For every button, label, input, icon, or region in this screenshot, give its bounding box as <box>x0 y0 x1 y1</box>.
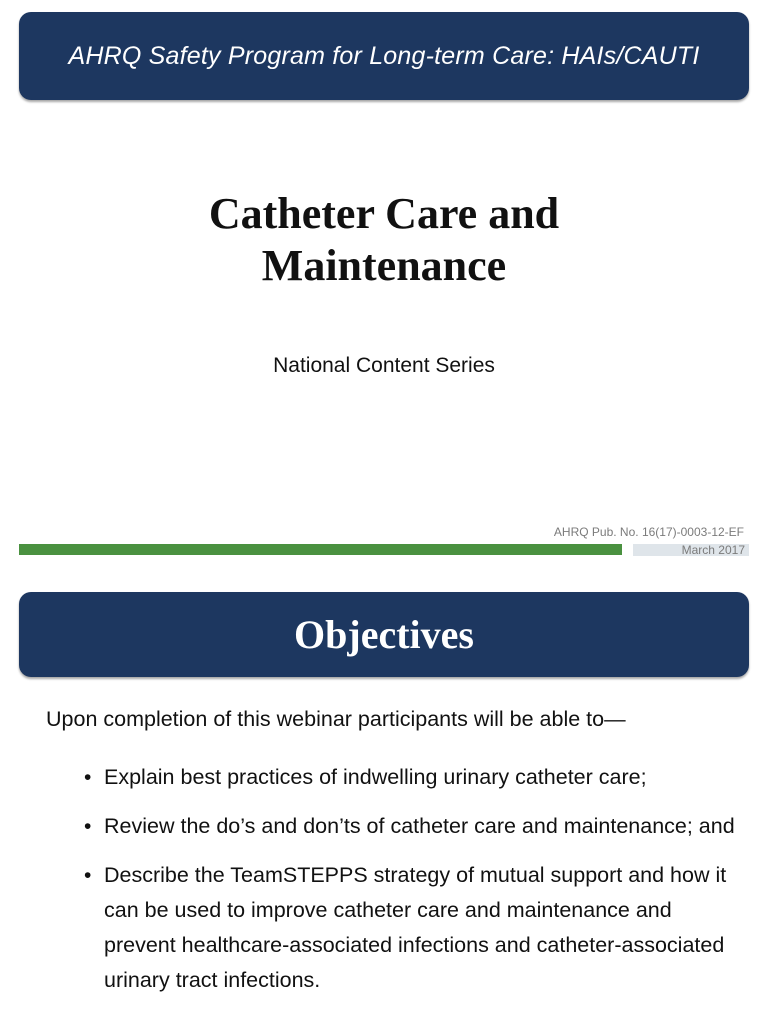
objectives-heading: Objectives <box>294 612 474 657</box>
objectives-list <box>78 760 738 1012</box>
bullet-icon: • <box>84 766 92 789</box>
slide-title <box>0 188 768 292</box>
header-banner <box>19 12 749 100</box>
objective-item: • Review the do’s and don’ts of catheter care and maintenance; and <box>78 809 738 844</box>
green-divider <box>19 544 622 555</box>
header-banner-text: AHRQ Safety Program for Long-term Care: HAIs/CAUTI <box>68 41 700 70</box>
objectives-intro: Upon completion of this webinar participants will be able to— <box>46 707 626 731</box>
slide-subtitle: National Content Series <box>273 354 495 377</box>
objective-item: • Describe the TeamSTEPPS strategy of mutual support and how it can be used to improve catheter care and maintenance and prevent healthcare-associated infections and catheter-associated urinary tract infections. <box>78 858 738 998</box>
slide-title-line2: Maintenance <box>261 241 507 290</box>
objectives-banner <box>19 592 749 677</box>
bullet-icon: • <box>84 864 92 887</box>
slide-title-line1: Catheter Care and <box>208 189 560 238</box>
publication-date: March 2017 <box>633 544 749 556</box>
publication-number: AHRQ Pub. No. 16(17)-0003-12-EF <box>553 525 744 539</box>
objective-item: • Explain best practices of indwelling urinary catheter care; <box>78 760 738 795</box>
bullet-icon: • <box>84 815 92 838</box>
